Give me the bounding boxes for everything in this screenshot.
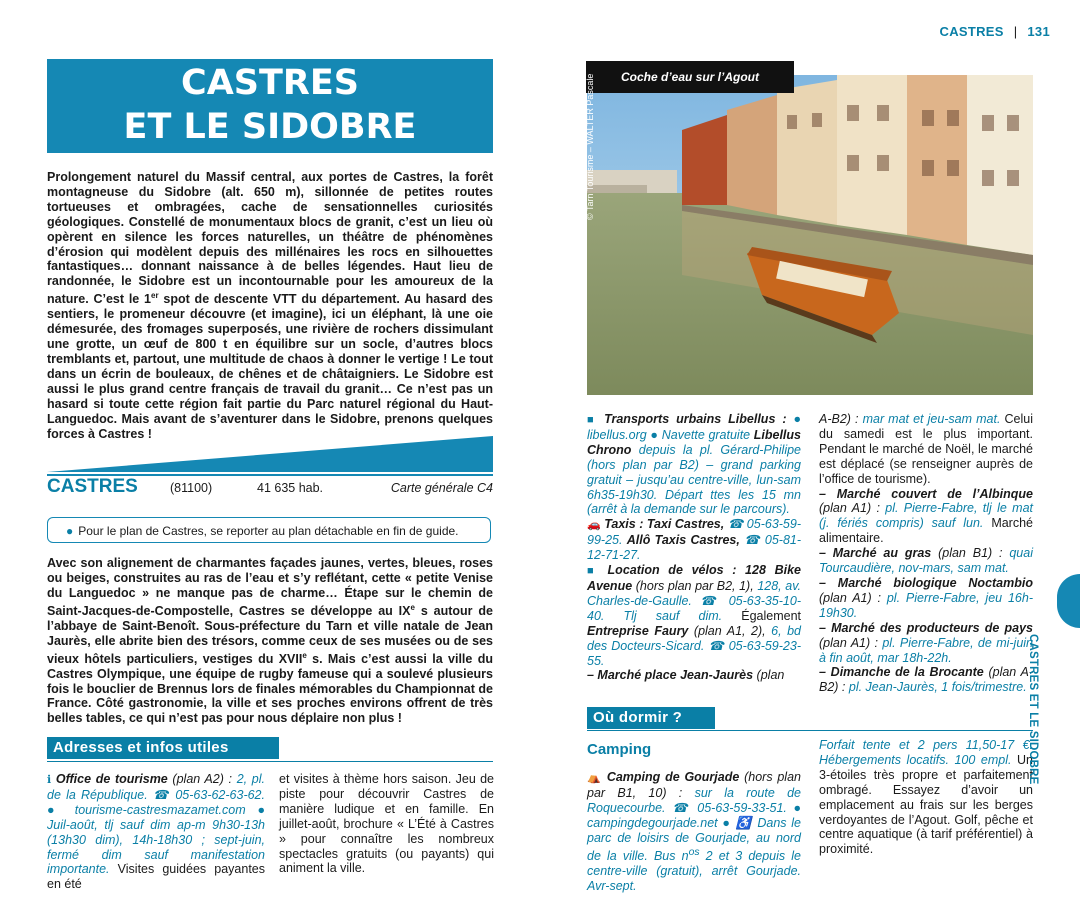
photo-caption: Coche d’eau sur l’Agout bbox=[586, 61, 794, 93]
camping-price: Forfait tente et 2 pers 11,50-17 €. Hébergements locatifs. 100 empl. bbox=[819, 738, 1033, 767]
gras-info: quai Tourcaudière, nov-mars, sam mat. bbox=[819, 546, 1033, 576]
brocante-label: – Dimanche de la Brocante bbox=[819, 665, 984, 680]
intro-paragraph bbox=[47, 170, 493, 441]
castres-paragraph bbox=[47, 556, 493, 726]
running-head: CASTRES | 131 bbox=[939, 24, 1050, 39]
dormir-heading: Où dormir ? bbox=[587, 707, 715, 729]
jj-info: mar mat et jeu-sam mat. bbox=[862, 412, 1001, 426]
velos-label: Location de vélos : 128 Bike Avenue bbox=[587, 563, 801, 593]
allo-phone: ☎ 05-81-12-71-27. bbox=[587, 533, 802, 563]
camping-desc-text: Un 3-étoiles très propre et parfaitement ombragé. Essayez d’avoir un emplacement au frais sur les berges verdoyantes de l’Agout. Golf, pêche et centre aquatique (à tarif préférentiel) à proximité. bbox=[819, 752, 1033, 857]
bio-info: pl. Pierre-Fabre, jeu 16h-19h30. bbox=[819, 590, 1033, 620]
adresses-column-1 bbox=[47, 772, 265, 892]
city-row bbox=[47, 478, 493, 498]
faury-label: Entreprise Faury bbox=[587, 623, 689, 638]
intro-text-1: Prolongement naturel du Massif central, aux portes de Castres, la forêt montagneuse du Sidobre (alt. 650 m), sillonnée de petites routes tortueuses et ombragées, cache de sensationnelles curiosités géologiques. Constellé de monumentaux blocs de granit, c’est un lieu où opèrent en silence les forces naturelles, un théâtre de phénomènes d’érosion qui modèlent depuis des millénaires les rocs en silhouettes fantastiques… donnant naissance à de belles légendes. Haut lieu de randonnée, le Sidobre est un incontournable pour les amoureux de la nature. C’est le 1 bbox=[47, 170, 493, 307]
castres-sup-1: e bbox=[410, 602, 415, 612]
marche-jj-label: – Marché place Jean-Jaurès bbox=[587, 668, 754, 683]
albinque-label: – Marché couvert de l’Albinque bbox=[819, 486, 1033, 501]
office-label: Office de tourisme bbox=[55, 772, 168, 786]
photo-credit-text: © Tarn Tourisme – WALTER Pascale bbox=[585, 73, 595, 220]
taxis-phone: ☎ 05-63-59-99-25. bbox=[587, 517, 801, 548]
car-icon: 🚗 bbox=[587, 519, 601, 532]
markets-column bbox=[819, 412, 1033, 695]
castres-text-b: s autour de l’abbaye de Saint-Benoît. Sous-préfecture du Tarn et ville natale de Jean Jaurès, elle abrite bien des trésors, comme ceux de ses musées ou de ses vieux hôtels particuliers, vestiges du XVII bbox=[47, 603, 493, 666]
faury-plan: (plan A1, 2), bbox=[688, 623, 772, 638]
dormir-rule bbox=[587, 730, 1033, 731]
running-head-section: CASTRES bbox=[939, 24, 1004, 39]
info-icon: ℹ bbox=[47, 774, 52, 786]
photo-credit bbox=[585, 60, 599, 220]
office-info: 2, pl. de la République. ☎ 05-63-62-63-62. ● tourisme-castresmazamet.com ● Juil-août, tlj sauf dim ap-m 9h30-13h (13h30 dim), 14h-18h30 ; sept-juin, fermé dim sauf manifestation importante. bbox=[47, 772, 265, 877]
photo-illustration bbox=[587, 75, 1033, 395]
libellus-info: ● libellus.org ● Navette gratuite bbox=[587, 412, 801, 442]
castres-sup-2: e bbox=[302, 650, 307, 660]
camping-title: Camping bbox=[587, 741, 652, 758]
libellus-label: Transports urbains Libellus : bbox=[604, 412, 787, 426]
office-plan: (plan A2) : bbox=[167, 772, 237, 786]
chapter-title bbox=[47, 59, 493, 153]
camping-sup: os bbox=[688, 846, 700, 858]
plan-note-box bbox=[47, 517, 491, 543]
adresses-rule bbox=[47, 761, 493, 762]
city-name: CASTRES bbox=[47, 476, 138, 497]
bullet-icon: ● bbox=[66, 524, 74, 538]
velos-tail: Également bbox=[722, 608, 801, 623]
camping-label: Camping de Gourjade bbox=[606, 770, 740, 784]
camping-plan: (hors plan par B1, 10) : bbox=[587, 770, 801, 800]
brocante-info: pl. Jean-Jaurès, 1 fois/trimestre. bbox=[848, 680, 1027, 695]
bio-label: – Marché biologique Noctambio bbox=[819, 575, 1033, 590]
prod-plan: (plan A1) : bbox=[819, 635, 883, 650]
postcode: (81100) bbox=[170, 481, 213, 495]
square-bullet-icon: ■ bbox=[587, 414, 598, 426]
camping-entry bbox=[587, 770, 801, 893]
map-reference: Carte générale C4 bbox=[390, 481, 493, 495]
office-tail: Visites guidées payantes en été bbox=[47, 862, 265, 892]
square-bullet-icon: ■ bbox=[587, 565, 599, 578]
prod-label: – Marché des producteurs de pays bbox=[819, 620, 1033, 635]
camping-info: sur la route de Roquecourbe. ☎ 05-63-59-33-51. ● campingdegourjade.net ● ♿ Dans le parc de loisirs de Gourjade, au nord de la ville. Bus n bbox=[587, 785, 801, 863]
albinque-desc: Marché alimentaire. bbox=[819, 516, 1033, 546]
jj-desc: Celui du samedi est le plus important. Pendant le marché de Noël, le marché est déplacé (se renseigner auprès de l’office de tourisme). bbox=[819, 412, 1033, 486]
intro-sup: er bbox=[151, 291, 159, 301]
transports-column bbox=[587, 412, 801, 683]
chrono-info: depuis la pl. Gérard-Philipe (hors plan par B2) – grand parking gratuit – jusqu’au centre-ville, lun-sam 6h35-19h30. Départ ttes les 15 mn (arrêt à la demande sur le parcours). bbox=[587, 442, 801, 517]
albinque-plan: (plan A1) : bbox=[819, 501, 886, 516]
brocante-plan: (plan A-B2) : bbox=[819, 665, 1034, 695]
side-thumb-tab bbox=[1057, 574, 1080, 628]
castres-text-c: s. Mais c’est aussi la ville du Castres Olympique, une équipe de rugby fameuse qui a soulevé plusieurs fois le bouclier de Brennus lors de finales mémorables du Championnat de France. Côté gastronomie, la ville et ses proches environs offrent de très belles tables, ce qui n’est pas pour nous déplaire non plus ! bbox=[47, 651, 493, 726]
section-banner-wedge bbox=[47, 436, 493, 472]
taxis-label: Taxis : Taxi Castres, bbox=[604, 517, 725, 532]
markets-plan-cont: A-B2) : bbox=[819, 412, 863, 426]
chrono-label: Libellus Chrono bbox=[587, 427, 801, 457]
velos-plan: (hors plan par B2, 1), bbox=[632, 578, 758, 593]
plan-note-text: Pour le plan de Castres, se reporter au plan détachable en fin de guide. bbox=[78, 524, 459, 538]
side-chapter-label: CASTRES ET LE SIDOBRE bbox=[1027, 634, 1039, 785]
gras-plan: (plan B1) : bbox=[931, 546, 1010, 561]
marche-jj-plan: (plan bbox=[753, 668, 785, 683]
page-number: 131 bbox=[1027, 24, 1050, 39]
chapter-title-line1: CASTRES bbox=[181, 63, 359, 103]
prod-info: pl. Pierre-Fabre, de mi-juin à fin août, mar 18h-22h. bbox=[819, 635, 1033, 665]
camping-description bbox=[819, 738, 1033, 857]
population: 41 635 hab. bbox=[257, 481, 324, 495]
velos-info: 128, av. Charles-de-Gaulle. ☎ 05-63-35-10-40. Tlj sauf dim. bbox=[587, 578, 801, 623]
adresses-column-2: et visites à thème hors saison. Jeu de piste pour découvrir Castres de manière ludique et en famille. En juillet-août, brochure « L’Été à Castres » pour connaître les nombreux spectacles gratuits (ou payants) qui animent la ville. bbox=[279, 772, 494, 876]
intro-text-2: spot de descente VTT du département. Au hasard des sentiers, le promeneur découvre (et imagine), ici un éléphant, là une oie démesurée, des fromages superposés, une rivière de rochers dissimulant une grotte, un œuf de 800 t en équilibre sur un socle, d’autres blocs tremblants et, partout, une multitude de chaos à donner le vertige ! Le tout dans un écrin de bouleaux, de chênes et de châtaigniers. Le Sidobre est aussi le plus grand centre français de travail du granit… Ce n’est pas un hasard si toute cette région fait partie du Parc naturel régional du Haut-Languedoc. Mais avant de s’aventurer dans le Sidobre, prenons quelques forces à Castres ! bbox=[47, 292, 493, 441]
bio-plan: (plan A1) : bbox=[819, 590, 887, 605]
tent-icon: ⛺ bbox=[587, 772, 603, 784]
gras-label: – Marché au gras bbox=[819, 546, 932, 561]
chapter-title-line2: ET LE SIDOBRE bbox=[123, 107, 417, 147]
camping-info-2: 2 et 3 depuis le centre-ville (gratuit), arrêt Gourjade. Avr-sept. bbox=[587, 848, 801, 893]
photo-coche-d-eau bbox=[587, 75, 1033, 395]
albinque-info: pl. Pierre-Fabre, tlj le mat (j. fériés compris) sauf lun. bbox=[819, 501, 1033, 531]
castres-text-a: Avec son alignement de charmantes façades jaunes, vertes, bleues, roses ou beiges, construites au ras de l’eau et s’y reflétant, cette « petite Venise du Languedoc » ne manque pas de charme… Étape sur le chemin de Saint-Jacques-de-Compostelle, Castres se développe au IX bbox=[47, 556, 493, 618]
allo-label: Allô Taxis Castres, bbox=[626, 533, 740, 548]
adresses-heading: Adresses et infos utiles bbox=[47, 737, 279, 759]
faury-info: 6, bd des Docteurs-Sicard. ☎ 05-63-59-23-55. bbox=[587, 623, 801, 668]
